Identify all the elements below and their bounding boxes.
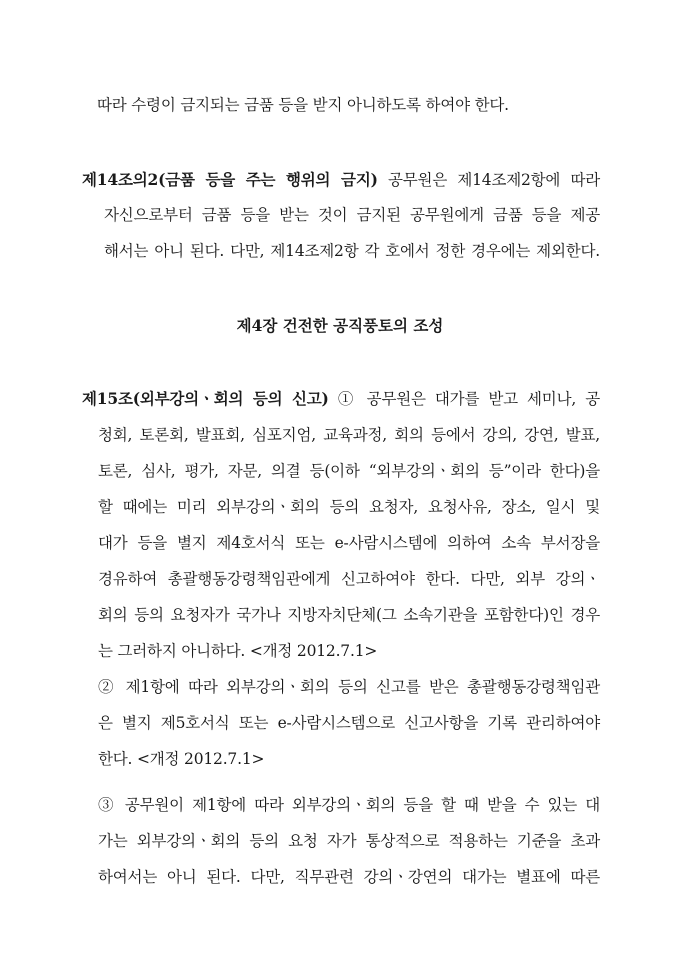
text-line: 경유하여 총괄행동강령책임관에게 신고하여야 한다. 다만, 외부 강의ㆍ <box>98 570 600 588</box>
text-line: 한다. <개정 2012.7.1> <box>98 750 265 768</box>
text-line: 는 그러하지 아니하다. <개정 2012.7.1> <box>98 642 378 660</box>
text-line: 토론, 심사, 평가, 자문, 의결 등(이하 “외부강의ㆍ회의 등”이라 한다)을 <box>98 462 600 480</box>
article-14-2-text: 공무원은 제14조제2항에 따라 <box>377 171 600 189</box>
text-line: 청회, 토론회, 발표회, 심포지엄, 교육과정, 회의 등에서 강의, 강연, 발표, <box>98 426 600 444</box>
text-line: 할 때에는 미리 외부강의ㆍ회의 등의 요청자, 요청사유, 장소, 일시 및 <box>98 498 600 516</box>
text-line: 하여서는 아니 된다. 다만, 직무관련 강의ㆍ강연의 대가는 별표에 따른 <box>98 868 600 886</box>
text-line: 따라 수령이 금지되는 금품 등을 받지 아니하도록 하여야 한다. <box>97 96 509 114</box>
text-line: 은 별지 제5호서식 또는 e-사람시스템으로 신고사항을 기록 관리하여야 <box>98 714 600 732</box>
article-14-2-line-1 <box>82 170 600 190</box>
text-line: 회의 등의 요청자가 국가나 지방자치단체(그 소속기관을 포함한다)인 경우 <box>98 606 600 624</box>
chapter-heading: 제4장 건전한 공직풍토의 조성 <box>236 316 444 335</box>
article-15-line-1 <box>82 389 600 409</box>
text-line: 가는 외부강의ㆍ회의 등의 요청 자가 통상적으로 적용하는 기준을 초과 <box>98 832 600 850</box>
article-14-2-title: 제14조의2(금품 등을 주는 행위의 금지) <box>82 170 378 189</box>
article-15-title: 제15조(외부강의ㆍ회의 등의 신고) <box>82 389 329 408</box>
text-line: ② 제1항에 따라 외부강의ㆍ회의 등의 신고를 받은 총괄행동강령책임관 <box>98 678 600 696</box>
text-line: 대가 등을 별지 제4호서식 또는 e-사람시스템에 의하여 소속 부서장을 <box>98 534 600 552</box>
text-line: 자신으로부터 금품 등을 받는 것이 금지된 공무원에게 금품 등을 제공 <box>104 206 600 224</box>
article-15-text: ① 공무원은 대가를 받고 세미나, 공 <box>328 390 600 408</box>
text-line: 해서는 아니 된다. 다만, 제14조제2항 각 호에서 정한 경우에는 제외한다. <box>104 242 600 260</box>
text-line: ③ 공무원이 제1항에 따라 외부강의ㆍ회의 등을 할 때 받을 수 있는 대 <box>98 796 600 814</box>
